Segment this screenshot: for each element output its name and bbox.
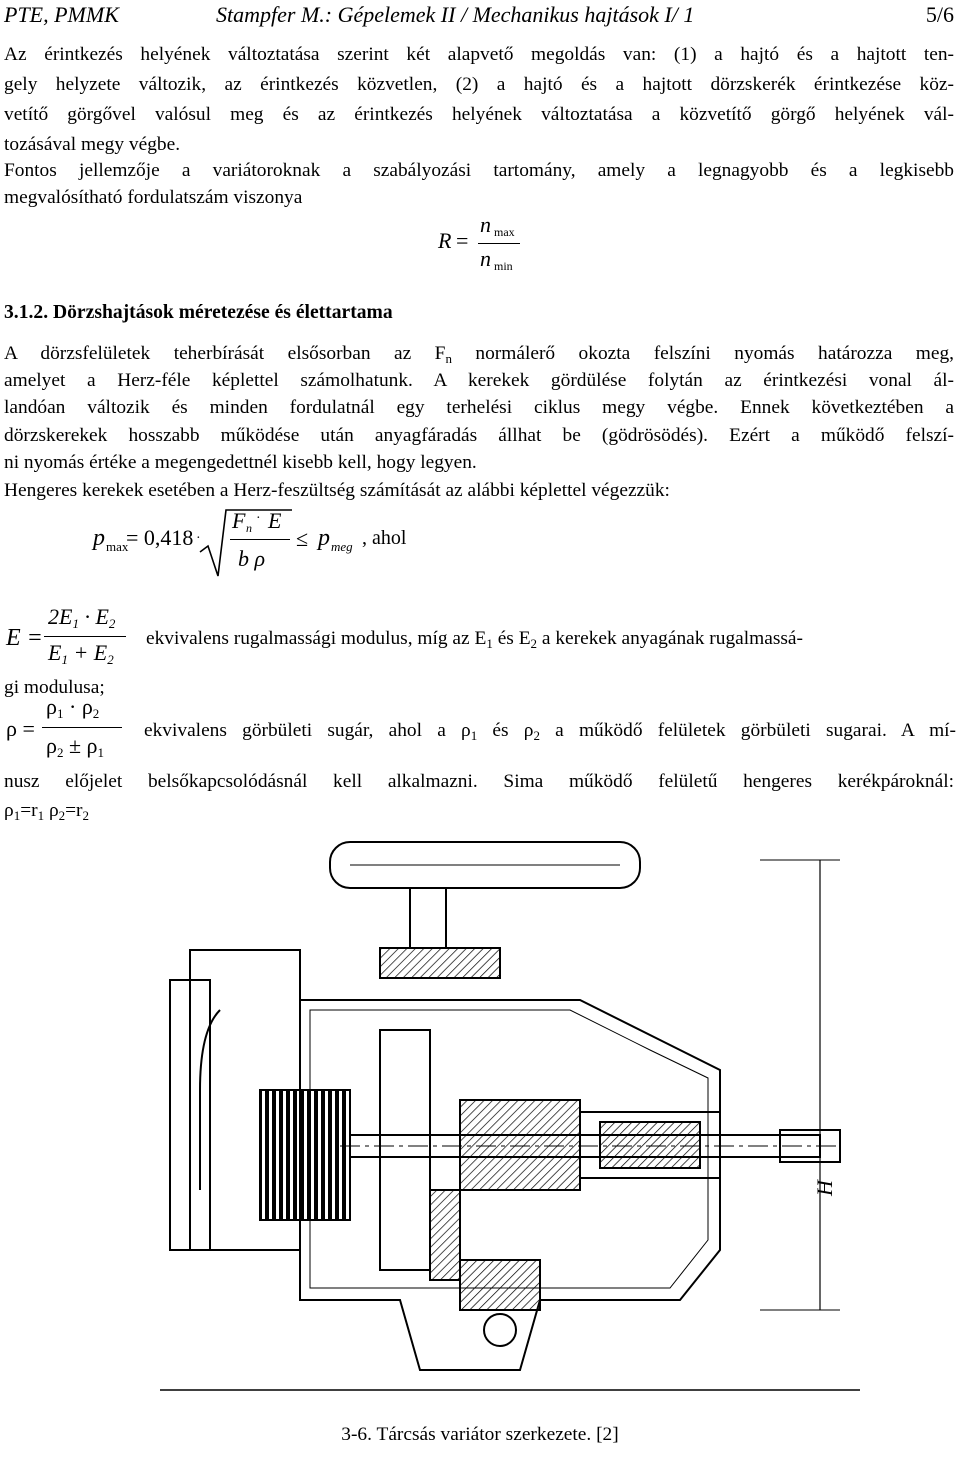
drawing-lines: [160, 842, 860, 1390]
motor-rotor: [260, 1090, 350, 1220]
pmeg-sub: meg: [331, 539, 353, 554]
formula-r-num-sub: max: [494, 225, 515, 239]
header-title: Stampfer M.: Gépelemek II / Mechanikus hajtások I/ 1: [216, 2, 695, 27]
para3-line2: amelyet a Herz-féle képlettel számolhatunk. A kerekek gördülése folytán az érintkezési vonal ál-: [4, 370, 954, 391]
formula-r-den-sub: min: [494, 259, 513, 273]
rho-description-cont: nusz előjelet belsőkapcsolódásnál kell alkalmazni. Sima működő felületű hengeres kerékpároknál:: [4, 771, 954, 792]
rho-fraction-bar: [42, 727, 122, 728]
page-header: [4, 2, 954, 30]
pmax-num-e: E: [268, 508, 282, 533]
rho-equalities: $\rho_1=r_1$ $\rho_2=r_2$: [4, 800, 90, 823]
pmeg-p: p: [318, 525, 330, 551]
rho-lhs: ρ =: [6, 716, 35, 741]
para2-line1: Fontos jellemzője a variátoroknak a szabályozási tartomány, amely a legnagyobb és a legkisebb: [4, 160, 954, 181]
para3-line5: ni nyomás értéke a megengedettnél kisebb kell, hogy legyen.: [4, 452, 477, 473]
formula-r-num: n: [480, 212, 491, 237]
figure-caption: 3-6. Tárcsás variátor szerkezete. [2]: [341, 1424, 619, 1445]
pmax-sub: max: [106, 539, 129, 554]
para1-line4: tozásával megy végbe.: [4, 134, 181, 155]
e-num: $2E_1 \cdot E_2$: [48, 604, 116, 631]
header-left: PTE, PMMK: [4, 2, 119, 27]
formula-r-fraction-bar: [478, 243, 520, 244]
friction-disc: [460, 1100, 580, 1190]
pmax-le: ≤: [296, 526, 309, 551]
e-fraction-bar: [44, 636, 126, 637]
para1-line3: vetítő görgővel valósul meg és az érintkezés helyének változtatása a közvetítő görgő helyének vál-: [4, 104, 954, 125]
e-lhs: E =: [6, 625, 43, 651]
rho-num: $\rho_1 \cdot \rho_2$: [46, 694, 100, 721]
section-title: 3.1.2. Dörzshajtások méretezése és élettartama: [4, 302, 393, 323]
para3-line1: A dörzsfelületek teherbírását elsősorban az $F_n$ normálerő okozta felszíni nyomás határozza meg,: [4, 343, 954, 366]
para1-line2: gely helyzete változik, az érintkezés közvetlen, (2) a hajtó és a hajtott dörzskerék érintkezése köz-: [4, 74, 954, 95]
para4: Hengeres kerekek esetében a Herz-feszültség számítását az alábbi képlettel végezzük:: [4, 480, 670, 501]
e-description-cont: gi modulusa;: [4, 677, 105, 698]
variator-cross-section-drawing: [160, 830, 860, 1410]
pmax-tail: , ahol: [362, 527, 407, 549]
pmax-dot: ·: [196, 531, 201, 546]
rho-den: $\rho_2 \pm \rho_1$: [46, 733, 105, 760]
page-number: 5/6: [925, 2, 954, 27]
e-description: ekvivalens rugalmassági modulus, míg az $E_1$ és $E_2$ a kerekek anyagának rugalmassá-: [146, 628, 803, 651]
handwheel-spindle: [410, 888, 446, 948]
pmax-num-f: F: [232, 508, 246, 533]
pmax-coef: = 0,418: [126, 525, 194, 550]
pmax-num-dot: ·: [256, 511, 261, 526]
pmax-num-sub: n: [246, 521, 252, 535]
pmax-p: p: [93, 525, 105, 551]
para3-line3: landóan változik és minden fordulatnál egy terhelési ciklus megy végbe. Ennek következtében a: [4, 397, 954, 418]
pmax-fraction-bar: [230, 539, 290, 540]
e-den: $E_1 + E_2$: [48, 640, 114, 667]
para3-line4: dörzskerekek hosszabb működése után anyagfáradás állhat be (gödrösödés). Ezért a működő felszí-: [4, 425, 954, 446]
para1-line1: Az érintkezés helyének változtatása szerint két alapvető megoldás van: (1) a hajtó és a hajtott ten-: [4, 44, 954, 65]
formula-r-den: n: [480, 246, 491, 271]
dimension-h-label: H: [812, 1180, 837, 1196]
rho-description: ekvivalens görbületi sugár, ahol a $\rho_1$ és $\rho_2$ a működő felületek görbületi sugarai. A mí-: [144, 720, 956, 743]
formula-r-eq: =: [456, 228, 469, 253]
para2-line2: megvalósítható fordulatszám viszonya: [4, 187, 303, 208]
pmax-den: b ρ: [238, 546, 266, 571]
formula-r-lhs: R: [438, 228, 452, 253]
